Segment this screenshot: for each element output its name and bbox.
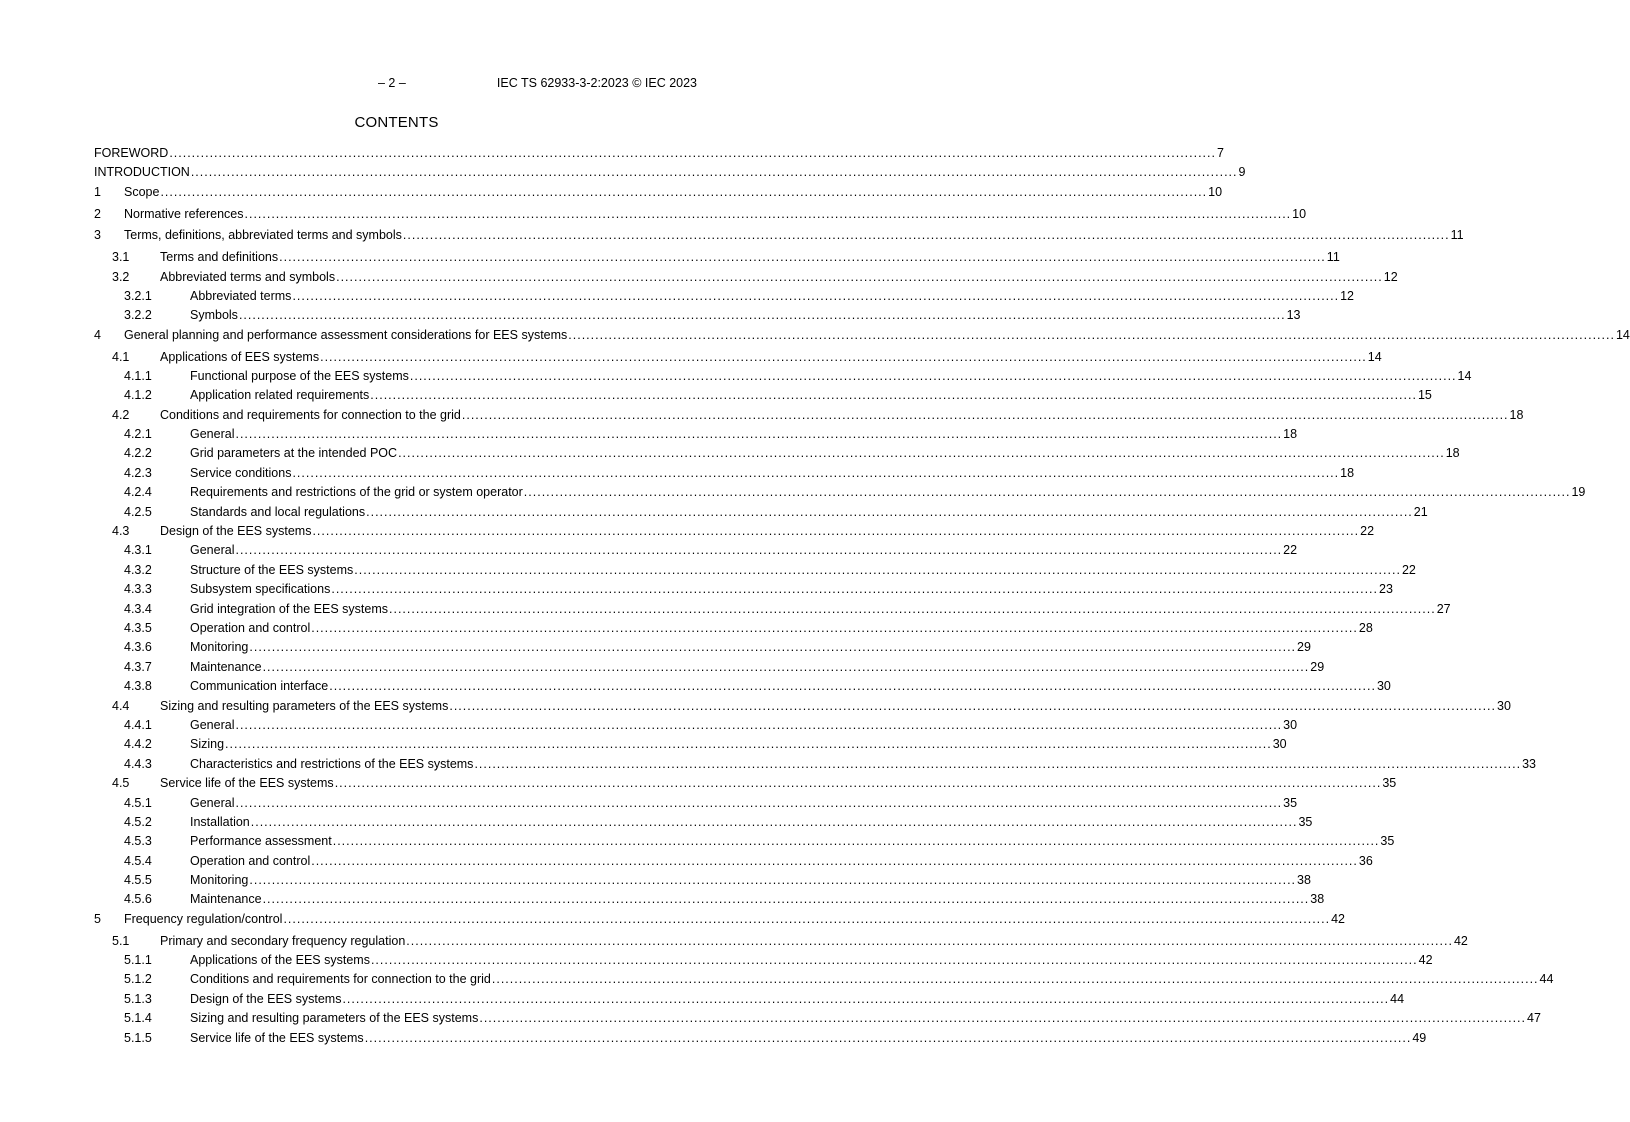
toc-entry-line xyxy=(94,250,1340,264)
toc-entry-label: Terms and definitions xyxy=(160,250,279,265)
toc-entry-number: 4.2.3 xyxy=(124,465,152,480)
toc-entry-label: Abbreviated terms and symbols xyxy=(160,269,336,284)
toc-entry[interactable] xyxy=(94,582,1393,601)
dot-leader xyxy=(335,776,1382,790)
dot-leader xyxy=(403,228,1450,242)
toc-entry-line xyxy=(94,776,1396,790)
dot-leader xyxy=(370,388,1417,402)
toc-entry-label: Sizing and resulting parameters of the EES systems xyxy=(190,1011,479,1026)
toc-entry-page: 47 xyxy=(1527,1011,1541,1026)
toc-entry-number: 4.5.5 xyxy=(124,873,152,888)
toc-entry[interactable] xyxy=(94,834,1395,853)
toc-entry-page: 18 xyxy=(1283,427,1298,442)
dot-leader xyxy=(239,308,1286,322)
toc-entry-page: 30 xyxy=(1376,679,1391,694)
dot-leader xyxy=(235,427,1282,441)
toc-entry-label: Application related requirements xyxy=(190,388,370,403)
toc-entry-page: 33 xyxy=(1522,756,1537,771)
dot-leader xyxy=(251,815,1298,829)
toc-entry[interactable] xyxy=(94,407,1524,427)
dot-leader xyxy=(292,289,1339,303)
toc-entry-number: 4.5.2 xyxy=(124,814,152,829)
toc-entry-number: 4.2.5 xyxy=(124,504,152,519)
toc-entry-label: Requirements and restrictions of the grid or system operator xyxy=(190,485,523,500)
toc-entry-page: 22 xyxy=(1360,524,1375,539)
toc-entry-number: 4.1.2 xyxy=(124,388,152,403)
dot-leader xyxy=(365,1031,1412,1045)
toc-entry-page: 30 xyxy=(1283,717,1298,732)
toc-entry-label: Service conditions xyxy=(190,465,292,480)
toc-entry-number: 5.1.2 xyxy=(124,972,152,987)
toc-entry-number: 5.1.4 xyxy=(124,1011,152,1026)
page-header xyxy=(378,76,697,90)
toc-entry-page: 14 xyxy=(1367,349,1382,364)
toc-entry-line xyxy=(94,640,1311,654)
toc-entry-number: 4.3.6 xyxy=(124,640,152,655)
toc-entry-line xyxy=(94,328,1630,342)
toc-entry-label: Conditions and requirements for connection to the grid xyxy=(190,972,491,987)
toc-entry-line xyxy=(94,679,1391,693)
table-of-contents xyxy=(94,146,1630,1050)
toc-entry-number: 4.4.3 xyxy=(124,756,152,771)
dot-leader xyxy=(366,505,1413,519)
toc-entry-line xyxy=(94,892,1324,906)
toc-entry[interactable] xyxy=(94,756,1537,776)
toc-entry-number: 4.3.7 xyxy=(124,659,152,674)
toc-entry[interactable] xyxy=(94,1011,1541,1030)
toc-entry[interactable] xyxy=(94,368,1472,388)
toc-entry[interactable] xyxy=(94,814,1313,834)
toc-entry-label: Characteristics and restrictions of the EES systems xyxy=(190,756,474,771)
toc-entry-number: 1 xyxy=(94,184,101,199)
toc-entry-number: 4.4.2 xyxy=(124,737,152,752)
toc-entry-line xyxy=(94,873,1311,887)
toc-entry[interactable] xyxy=(94,504,1428,524)
dot-leader xyxy=(235,718,1282,732)
toc-entry-page: 38 xyxy=(1310,892,1325,907)
toc-entry-page: 29 xyxy=(1310,659,1325,674)
toc-entry-line xyxy=(94,1031,1426,1045)
toc-entry-label: Installation xyxy=(190,814,250,829)
toc-entry-line xyxy=(94,408,1523,422)
toc-entry-label: General planning and performance assessment considerations for EES systems xyxy=(124,327,568,342)
toc-entry-line xyxy=(94,992,1404,1006)
toc-entry-page: 9 xyxy=(1238,165,1246,180)
toc-entry-line xyxy=(94,834,1394,848)
toc-entry-number: 4 xyxy=(94,327,101,342)
dot-leader xyxy=(371,953,1418,967)
toc-entry-line xyxy=(94,427,1297,441)
toc-entry-label: Subsystem specifications xyxy=(190,582,331,597)
toc-entry[interactable] xyxy=(94,562,1416,582)
toc-entry-number: 4.5.4 xyxy=(124,853,152,868)
dot-leader xyxy=(389,602,1436,616)
toc-entry-page: 7 xyxy=(1216,146,1224,160)
toc-entry-line xyxy=(94,699,1511,713)
toc-entry-line xyxy=(94,146,1224,160)
toc-entry-label: FOREWORD xyxy=(94,146,169,160)
toc-entry-number: 4.5.3 xyxy=(124,834,152,849)
toc-entry[interactable] xyxy=(94,184,1223,207)
toc-entry-number: 4.2.4 xyxy=(124,485,152,500)
toc-entry-number: 4.4.1 xyxy=(124,717,152,732)
toc-entry-label: General xyxy=(190,795,235,810)
toc-entry-number: 3.1 xyxy=(112,250,130,265)
toc-entry-line xyxy=(94,228,1464,242)
toc-entry-label: Sizing and resulting parameters of the EES systems xyxy=(160,698,449,713)
toc-entry-line xyxy=(94,757,1536,771)
toc-entry-line xyxy=(94,207,1306,221)
dot-leader xyxy=(479,1011,1526,1025)
toc-entry[interactable] xyxy=(94,776,1397,795)
toc-entry[interactable] xyxy=(94,991,1405,1011)
toc-entry-page: 35 xyxy=(1382,776,1397,791)
toc-entry-page: 10 xyxy=(1208,184,1223,199)
toc-entry-page: 36 xyxy=(1358,853,1373,868)
toc-entry-line xyxy=(94,737,1287,751)
toc-entry-label: Structure of the EES systems xyxy=(190,562,354,577)
toc-entry-page: 35 xyxy=(1380,834,1395,849)
toc-entry[interactable] xyxy=(94,465,1355,485)
toc-entry[interactable] xyxy=(94,485,1586,504)
toc-entry-number: 4.1 xyxy=(112,349,130,364)
toc-entry[interactable] xyxy=(94,640,1311,659)
toc-entry-page: 42 xyxy=(1453,933,1468,948)
toc-entry[interactable] xyxy=(94,911,1346,934)
dot-leader xyxy=(169,146,1216,160)
toc-entry-line xyxy=(94,660,1324,674)
toc-entry-number: 4.2 xyxy=(112,407,130,422)
dot-leader xyxy=(283,912,1330,926)
toc-entry-line xyxy=(94,350,1382,364)
toc-entry-line xyxy=(94,308,1301,322)
toc-entry-label: Symbols xyxy=(190,308,238,323)
toc-entry-label: Applications of the EES systems xyxy=(190,953,370,968)
toc-entry[interactable] xyxy=(94,621,1373,640)
dot-leader xyxy=(568,328,1615,342)
toc-entry-page: 30 xyxy=(1497,698,1511,713)
toc-entry-line xyxy=(94,1011,1541,1025)
toc-entry-page: 12 xyxy=(1383,269,1398,284)
toc-entry-page: 44 xyxy=(1390,991,1405,1006)
toc-entry-line xyxy=(94,165,1245,179)
dot-leader xyxy=(492,972,1539,986)
dot-leader xyxy=(410,369,1457,383)
toc-entry-page: 19 xyxy=(1571,485,1586,500)
dot-leader xyxy=(160,185,1207,199)
toc-entry[interactable] xyxy=(94,933,1468,953)
toc-entry-page: 11 xyxy=(1450,228,1464,243)
toc-entry-label: Monitoring xyxy=(190,640,249,655)
toc-entry-page: 23 xyxy=(1379,582,1393,597)
dot-leader xyxy=(235,543,1282,557)
toc-entry-line xyxy=(94,446,1460,460)
toc-entry-number: 4.2.1 xyxy=(124,427,152,442)
toc-entry-number: 4.3 xyxy=(112,524,130,539)
toc-entry-label: INTRODUCTION xyxy=(94,165,190,180)
toc-entry-label: Functional purpose of the EES systems xyxy=(190,368,409,383)
toc-entry-label: Monitoring xyxy=(190,873,249,888)
toc-entry[interactable] xyxy=(94,165,1246,184)
toc-entry[interactable] xyxy=(94,206,1307,229)
toc-entry-label: Service life of the EES systems xyxy=(160,776,334,791)
toc-entry-page: 29 xyxy=(1297,640,1311,655)
toc-entry-page: 35 xyxy=(1298,814,1313,829)
toc-entry-number: 3.2.1 xyxy=(124,288,152,303)
toc-entry-page: 21 xyxy=(1413,504,1428,519)
toc-entry-label: Communication interface xyxy=(190,679,329,694)
toc-entry-label: Performance assessment xyxy=(190,834,332,849)
toc-entry-label: Conditions and requirements for connection to the grid xyxy=(160,407,461,422)
toc-entry[interactable] xyxy=(94,795,1298,815)
dot-leader xyxy=(329,679,1376,693)
toc-entry[interactable] xyxy=(94,446,1460,465)
toc-entry-label: Design of the EES systems xyxy=(160,524,312,539)
toc-entry-label: Scope xyxy=(124,184,160,199)
toc-entry-number: 4.3.4 xyxy=(124,601,152,616)
toc-entry-line xyxy=(94,270,1398,284)
toc-entry[interactable] xyxy=(94,1030,1427,1050)
toc-entry-line xyxy=(94,621,1373,635)
dot-leader xyxy=(336,270,1383,284)
toc-entry-number: 3 xyxy=(94,228,101,243)
toc-entry-page: 14 xyxy=(1457,368,1472,383)
toc-entry-label: Service life of the EES systems xyxy=(190,1030,364,1045)
toc-entry[interactable] xyxy=(94,524,1375,543)
toc-entry-label: Sizing xyxy=(190,737,225,752)
dot-leader xyxy=(342,992,1389,1006)
dot-leader xyxy=(263,660,1310,674)
toc-entry[interactable] xyxy=(94,873,1311,892)
toc-entry[interactable] xyxy=(94,250,1340,269)
toc-entry-number: 4.3.1 xyxy=(124,543,152,558)
toc-entry[interactable] xyxy=(94,601,1451,621)
toc-entry-label: Grid parameters at the intended POC xyxy=(190,446,398,461)
toc-entry-number: 4.4 xyxy=(112,698,130,713)
toc-entry-number: 4.2.2 xyxy=(124,446,152,461)
dot-leader xyxy=(462,408,1509,422)
toc-entry-page: 28 xyxy=(1358,621,1373,635)
dot-leader xyxy=(406,934,1453,948)
toc-entry-line xyxy=(94,953,1433,967)
toc-entry-line xyxy=(94,388,1432,402)
dot-leader xyxy=(191,165,1238,179)
toc-entry[interactable] xyxy=(94,853,1373,873)
toc-entry-line xyxy=(94,602,1451,616)
toc-entry-page: 35 xyxy=(1283,795,1298,810)
toc-entry-label: Design of the EES systems xyxy=(190,991,342,1006)
dot-leader xyxy=(312,524,1359,538)
toc-entry-number: 5.1 xyxy=(112,933,130,948)
page-title: CONTENTS xyxy=(354,114,439,131)
dot-leader xyxy=(235,796,1282,810)
dot-leader xyxy=(333,834,1380,848)
page-number: – 2 – xyxy=(378,76,406,90)
toc-entry-line xyxy=(94,485,1585,499)
toc-entry[interactable] xyxy=(94,659,1325,679)
toc-entry-line xyxy=(94,796,1297,810)
toc-entry-number: 4.1.1 xyxy=(124,368,152,383)
toc-entry-line xyxy=(94,972,1553,986)
toc-entry-label: Applications of EES systems xyxy=(160,349,320,364)
toc-entry-label: Terms, definitions, abbreviated terms and symbols xyxy=(124,228,402,243)
toc-entry-line xyxy=(94,563,1416,577)
dot-leader xyxy=(245,207,1292,221)
toc-entry-label: Frequency regulation/control xyxy=(124,911,283,926)
toc-entry-number: 2 xyxy=(94,206,101,221)
toc-entry-label: General xyxy=(190,543,235,558)
toc-entry-line xyxy=(94,815,1312,829)
toc-entry[interactable] xyxy=(94,388,1432,407)
toc-entry[interactable] xyxy=(94,146,1224,165)
toc-entry-page: 18 xyxy=(1509,407,1524,422)
toc-entry-line xyxy=(94,543,1297,557)
dot-leader xyxy=(331,582,1378,596)
toc-entry-number: 5.1.5 xyxy=(124,1030,152,1045)
toc-entry-page: 18 xyxy=(1340,465,1355,480)
toc-entry-page: 22 xyxy=(1401,562,1416,577)
document-identifier: IEC TS 62933-3-2:2023 © IEC 2023 xyxy=(496,76,697,90)
dot-leader xyxy=(263,892,1310,906)
toc-entry-line xyxy=(94,505,1428,519)
toc-entry[interactable] xyxy=(94,717,1298,737)
toc-entry-page: 42 xyxy=(1418,953,1433,968)
toc-entry-page: 14 xyxy=(1615,327,1630,342)
dot-leader xyxy=(449,699,1496,713)
dot-leader xyxy=(524,485,1571,499)
toc-entry-label: Standards and local regulations xyxy=(190,504,366,519)
toc-entry[interactable] xyxy=(94,269,1398,289)
toc-entry-line xyxy=(94,369,1471,383)
toc-entry-page: 11 xyxy=(1326,250,1340,265)
toc-entry-line xyxy=(94,466,1354,480)
toc-entry-label: Operation and control xyxy=(190,621,311,635)
toc-entry[interactable] xyxy=(94,892,1325,911)
toc-entry[interactable] xyxy=(94,543,1298,562)
toc-entry-page: 15 xyxy=(1417,388,1432,403)
toc-entry-number: 4.3.8 xyxy=(124,679,152,694)
toc-entry[interactable] xyxy=(94,737,1287,756)
toc-entry-page: 10 xyxy=(1292,206,1307,221)
toc-entry-number: 5.1.1 xyxy=(124,953,152,968)
toc-entry-number: 4.5.1 xyxy=(124,795,152,810)
toc-entry[interactable] xyxy=(94,228,1464,250)
toc-entry-page: 27 xyxy=(1436,601,1451,616)
toc-entry-page: 44 xyxy=(1539,972,1554,987)
dot-leader xyxy=(354,563,1401,577)
toc-entry[interactable] xyxy=(94,288,1355,308)
toc-entry[interactable] xyxy=(94,349,1382,369)
toc-entry-number: 4.5 xyxy=(112,776,130,791)
toc-entry-label: Normative references xyxy=(124,206,244,221)
toc-entry-line xyxy=(94,854,1373,868)
toc-entry-number: 5 xyxy=(94,911,101,926)
toc-entry-number: 4.5.6 xyxy=(124,892,152,907)
toc-entry-label: Operation and control xyxy=(190,853,311,868)
dot-leader xyxy=(279,250,1326,264)
toc-entry-page: 18 xyxy=(1445,446,1460,461)
toc-entry-number: 3.2.2 xyxy=(124,308,152,323)
toc-entry-line xyxy=(94,582,1393,596)
toc-entry-label: Primary and secondary frequency regulation xyxy=(160,933,406,948)
dot-leader xyxy=(225,737,1272,751)
toc-entry[interactable] xyxy=(94,698,1511,718)
toc-entry-line xyxy=(94,718,1297,732)
toc-entry-label: General xyxy=(190,427,235,442)
toc-entry-page: 49 xyxy=(1412,1030,1427,1045)
toc-entry-label: Maintenance xyxy=(190,659,262,674)
toc-entry-page: 38 xyxy=(1297,873,1311,888)
toc-entry-page: 13 xyxy=(1286,308,1301,323)
toc-entry[interactable] xyxy=(94,953,1433,972)
toc-entry-number: 4.3.5 xyxy=(124,621,152,635)
toc-entry-number: 4.3.3 xyxy=(124,582,152,597)
toc-entry[interactable] xyxy=(94,427,1298,446)
toc-entry-line xyxy=(94,912,1345,926)
toc-entry-page: 12 xyxy=(1340,288,1355,303)
toc-entry-line xyxy=(94,934,1468,948)
toc-entry-line xyxy=(94,524,1374,538)
toc-entry[interactable] xyxy=(94,327,1630,350)
dot-leader xyxy=(249,640,1296,654)
toc-entry-label: Abbreviated terms xyxy=(190,288,292,303)
toc-entry-label: Maintenance xyxy=(190,892,262,907)
dot-leader xyxy=(398,446,1445,460)
toc-entry-label: General xyxy=(190,717,235,732)
toc-entry[interactable] xyxy=(94,972,1554,991)
toc-entry-page: 42 xyxy=(1331,911,1346,926)
toc-entry-number: 3.2 xyxy=(112,269,130,284)
dot-leader xyxy=(320,350,1367,364)
toc-entry-line xyxy=(94,289,1354,303)
dot-leader xyxy=(311,854,1358,868)
toc-entry-line xyxy=(94,185,1222,199)
toc-entry[interactable] xyxy=(94,308,1301,327)
toc-entry-page: 22 xyxy=(1283,543,1298,558)
dot-leader xyxy=(311,621,1358,635)
dot-leader xyxy=(474,757,1521,771)
dot-leader xyxy=(249,873,1296,887)
toc-entry-page: 30 xyxy=(1272,737,1287,752)
toc-entry-label: Grid integration of the EES systems xyxy=(190,601,389,616)
dot-leader xyxy=(292,466,1339,480)
toc-entry-number: 5.1.3 xyxy=(124,991,152,1006)
toc-entry-number: 4.3.2 xyxy=(124,562,152,577)
toc-entry[interactable] xyxy=(94,679,1391,698)
